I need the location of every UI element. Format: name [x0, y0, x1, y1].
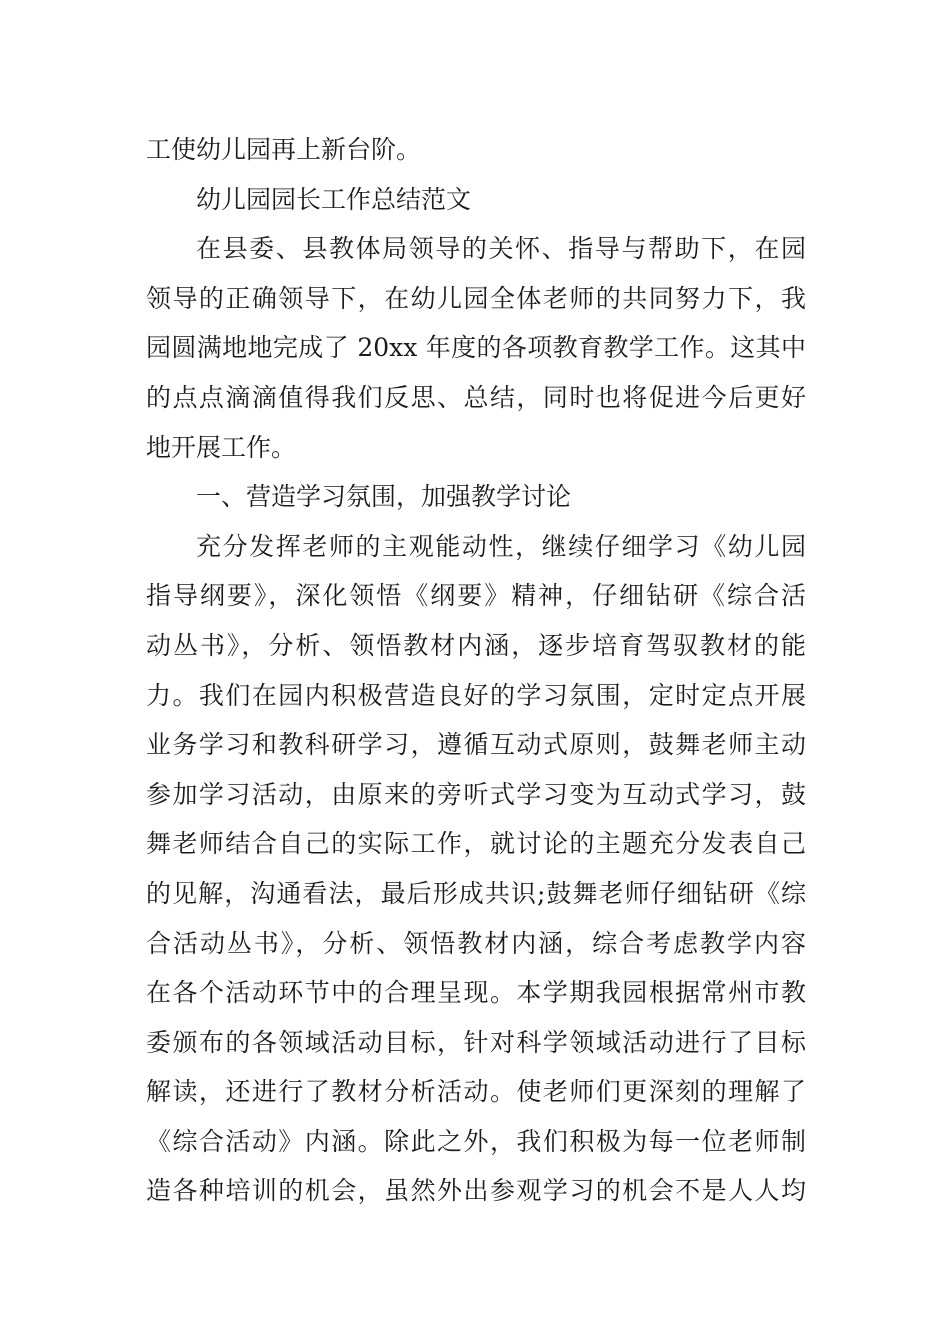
text-line: 动丛书》，分析、领悟教材内涵，逐步培育驾驭教材的能: [146, 630, 806, 660]
text-line: 《综合活动》内涵。除此之外，我们积极为每一位老师制: [146, 1126, 806, 1156]
text-line: 参加学习活动，由原来的旁听式学习变为互动式学习，鼓: [146, 779, 806, 809]
text-line: 造各种培训的机会，虽然外出参观学习的机会不是人人均: [146, 1176, 806, 1206]
text-line: 一、营造学习氛围，加强教学讨论: [196, 482, 572, 512]
text-line: 委颁布的各领域活动目标，针对科学领域活动进行了目标: [146, 1027, 806, 1057]
text-line: 充分发挥老师的主观能动性，继续仔细学习《幼儿园: [196, 531, 806, 561]
text-line: 幼儿园园长工作总结范文: [196, 184, 472, 214]
text-line: 指导纲要》，深化领悟《纲要》精神，仔细钻研《综合活: [146, 581, 806, 611]
text-line: 舞老师结合自己的实际工作，就讨论的主题充分发表自己: [146, 829, 806, 859]
text-line: 力。我们在园内积极营造良好的学习氛围，定时定点开展: [146, 680, 806, 710]
text-line: 的见解，沟通看法，最后形成共识;鼓舞老师仔细钻研《综: [146, 878, 806, 908]
text-line: 地开展工作。: [146, 432, 297, 462]
text-line: 领导的正确领导下，在幼儿园全体老师的共同努力下，我: [146, 283, 806, 313]
text-line: 工使幼儿园再上新台阶。: [146, 135, 422, 164]
text-line: 在县委、县教体局领导的关怀、指导与帮助下，在园: [196, 234, 806, 264]
document-body: [146, 125, 806, 1216]
text-line: 的点点滴滴值得我们反思、总结，同时也将促进今后更好: [146, 382, 806, 412]
text-line: 业务学习和教科研学习，遵循互动式原则，鼓舞老师主动: [146, 730, 806, 760]
text-line: 解读，还进行了教材分析活动。使老师们更深刻的理解了: [146, 1077, 806, 1107]
text-line: 合活动丛书》，分析、领悟教材内涵，综合考虑教学内容: [146, 928, 806, 958]
text-line: 园圆满地地完成了 20xx 年度的各项教育教学工作。这其中: [146, 333, 806, 363]
text-line: 在各个活动环节中的合理呈现。本学期我园根据常州市教: [146, 978, 806, 1008]
